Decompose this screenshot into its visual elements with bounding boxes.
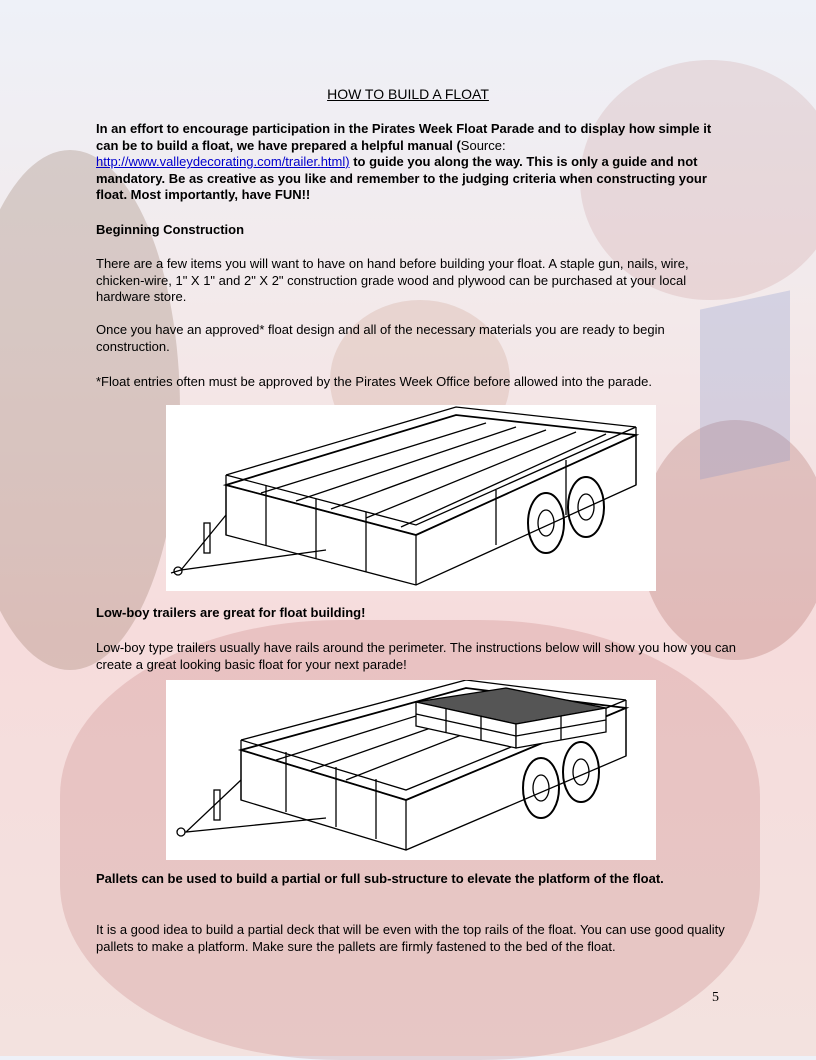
heading-low-boy-trailers: Low-boy trailers are great for float building! bbox=[96, 605, 366, 620]
page-number: 5 bbox=[712, 990, 719, 1005]
heading-beginning-construction: Beginning Construction bbox=[96, 222, 245, 237]
intro-paragraph bbox=[96, 121, 736, 204]
intro-source-label: Source: bbox=[460, 137, 506, 153]
paragraph-footnote: *Float entries often must be approved by the Pirates Week Office before allowed into the parade. bbox=[96, 374, 652, 389]
paragraph-low-boy: Low-boy type trailers usually have rails around the perimeter. The instructions below will show you how you can create a great looking basic float for your next parade! bbox=[96, 640, 736, 672]
paragraph-materials: There are a few items you will want to have on hand before building your float. A staple gun, nails, wire, chicken-wire, 1" X 1" and 2" X 2" construction grade wood and plywood can be purchased at your local hardware store. bbox=[96, 256, 689, 304]
intro-text-2: to guide you along the way. This is only a guide and not mandatory. Be as creative as you like and remember to the judging criteria when constructing your float. Most importantly, have FUN!! bbox=[96, 154, 707, 202]
paragraph-approved-design: Once you have an approved* float design and all of the necessary materials you are ready to begin construction. bbox=[96, 322, 665, 354]
heading-pallets: Pallets can be used to build a partial or full sub-structure to elevate the platform of the float. bbox=[96, 871, 664, 886]
trailer-with-pallets-illustration bbox=[166, 680, 656, 860]
paragraph-pallets: It is a good idea to build a partial deck that will be even with the top rails of the float. You can use good quality pallets to make a platform. Make sure the pallets are firmly fastened to the bed of the float. bbox=[96, 922, 725, 954]
source-link[interactable]: http://www.valleydecorating.com/trailer.html) bbox=[96, 154, 350, 169]
page-title: HOW TO BUILD A FLOAT bbox=[327, 86, 489, 102]
trailer-illustration bbox=[166, 405, 656, 591]
intro-text-1: In an effort to encourage participation in the Pirates Week Float Parade and to display how simple it can be to build a float, we have prepared a helpful manual ( bbox=[96, 121, 712, 153]
